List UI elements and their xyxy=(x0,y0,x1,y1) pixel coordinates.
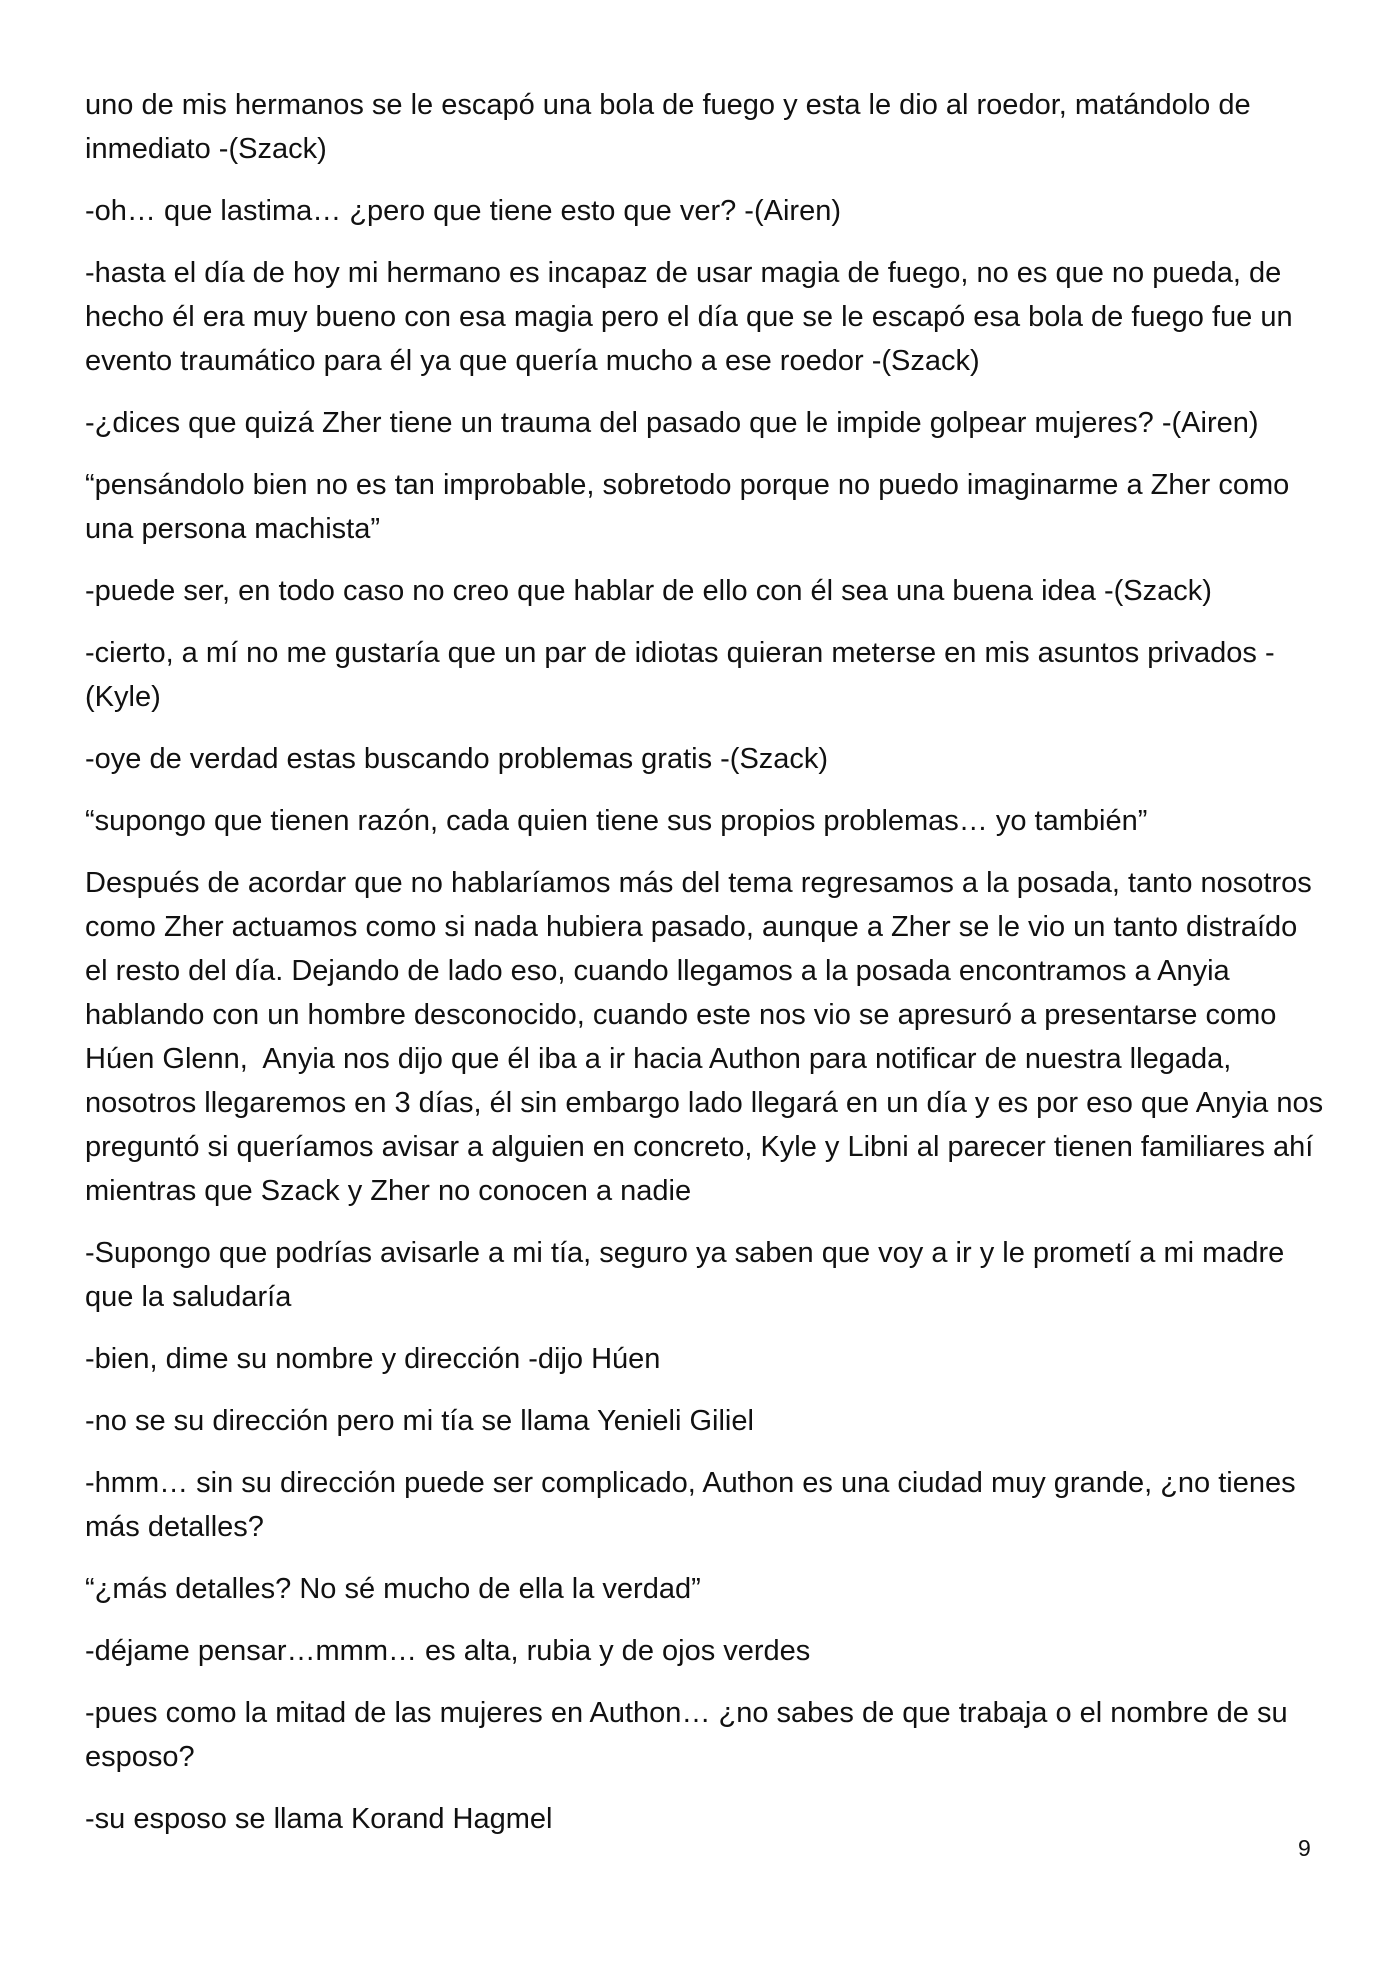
paragraph-3: -hasta el día de hoy mi hermano es incapaz de usar magia de fuego, no es que no pueda, de hecho él era muy bueno con esa magia pero el día que se le escapó esa bola de fuego fue un evento traumático para él ya que quería mucho a ese roedor -(Szack) xyxy=(85,257,1301,377)
paragraph-18: -su esposo se llama Korand Hagmel xyxy=(85,1803,553,1835)
paragraph-13: -no se su dirección pero mi tía se llama Yenieli Giliel xyxy=(85,1405,754,1437)
paragraph-2: -oh… que lastima… ¿pero que tiene esto que ver? -(Airen) xyxy=(85,195,841,227)
paragraph-9: “supongo que tienen razón, cada quien tiene sus propios problemas… yo también” xyxy=(85,805,1148,837)
paragraph-10: Después de acordar que no hablaríamos más del tema regresamos a la posada, tanto nosotros como Zher actuamos como si nada hubiera pasado, aunque a Zher se le vio un tanto distraído el resto del día. Dejando de lado eso, cuando llegamos a la posada encontramos a Anyia hablando con un hombre desconocido, cuando este nos vio se apresuró a presentarse como Húen Glenn, Anyia nos dijo que él iba a ir hacia Authon para notificar de nuestra llegada, nosotros llegaremos en 3 días, él sin embargo lado llegará en un día y es por eso que Anyia nos preguntó si queríamos avisar a alguien en concreto, Kyle y Libni al parecer tienen familiares ahí mientras que Szack y Zher no conocen a nadie xyxy=(85,867,1332,1207)
paragraph-14: -hmm… sin su dirección puede ser complicado, Authon es una ciudad muy grande, ¿no tienes más detalles? xyxy=(85,1467,1304,1543)
paragraph-12: -bien, dime su nombre y dirección -dijo Húen xyxy=(85,1343,661,1375)
document-body xyxy=(85,83,1332,1859)
paragraph-5: “pensándolo bien no es tan improbable, sobretodo porque no puedo imaginarme a Zher como una persona machista” xyxy=(85,469,1298,545)
paragraph-16: -déjame pensar…mmm… es alta, rubia y de ojos verdes xyxy=(85,1635,811,1667)
paragraph-1: uno de mis hermanos se le escapó una bola de fuego y esta le dio al roedor, matándolo de inmediato -(Szack) xyxy=(85,89,1259,165)
paragraph-4: -¿dices que quizá Zher tiene un trauma del pasado que le impide golpear mujeres? -(Airen) xyxy=(85,407,1259,439)
page-number: 9 xyxy=(1298,1835,1311,1861)
paragraph-8: -oye de verdad estas buscando problemas gratis -(Szack) xyxy=(85,743,829,775)
paragraph-11: -Supongo que podrías avisarle a mi tía, seguro ya saben que voy a ir y le prometí a mi madre que la saludaría xyxy=(85,1237,1293,1313)
paragraph-17: -pues como la mitad de las mujeres en Authon… ¿no sabes de que trabaja o el nombre de su esposo? xyxy=(85,1697,1296,1773)
paragraph-15: “¿más detalles? No sé mucho de ella la verdad” xyxy=(85,1573,701,1605)
paragraph-7: -cierto, a mí no me gustaría que un par de idiotas quieran meterse en mis asuntos privados -(Kyle) xyxy=(85,637,1275,713)
paragraph-6: -puede ser, en todo caso no creo que hablar de ello con él sea una buena idea -(Szack) xyxy=(85,575,1212,607)
